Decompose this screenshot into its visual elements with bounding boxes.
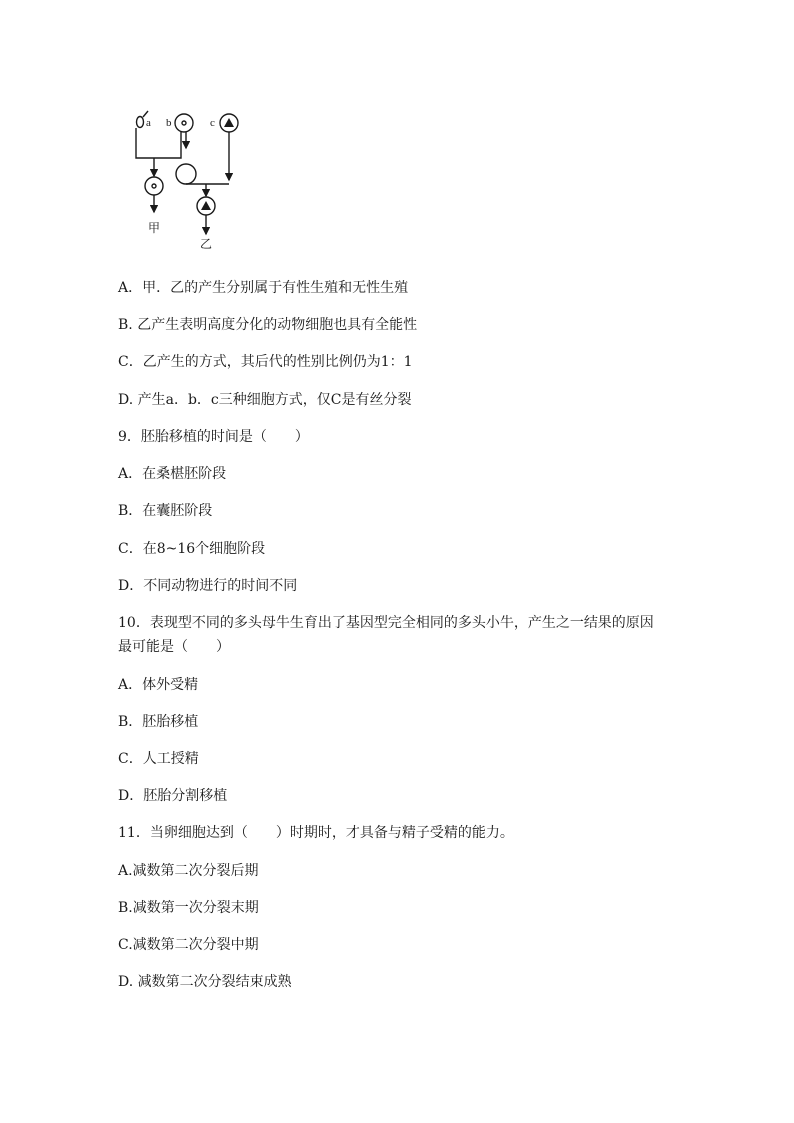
cell-b-nucleus: [182, 121, 186, 125]
sperm-a: [137, 117, 144, 128]
q11-option-a: A.减数第二次分裂后期: [118, 863, 259, 879]
label-yi: 乙: [200, 237, 213, 250]
q9-option-a: A．在桑椹胚阶段: [118, 466, 227, 482]
q11-option-b: B.减数第一次分裂末期: [118, 900, 259, 916]
label-a: a: [146, 117, 151, 129]
q8-option-a: A．甲．乙的产生分别属于有性生殖和无性生殖: [118, 280, 409, 296]
label-b: b: [166, 117, 172, 129]
q8-option-c: C．乙产生的方式，其后代的性别比例仍为1：1: [118, 354, 413, 370]
line-a: [136, 128, 154, 158]
q9-stem: 9．胚胎移植的时间是（ ）: [118, 429, 309, 445]
q9-option-b: B．在囊胚阶段: [118, 503, 213, 519]
line-b-left: [154, 132, 181, 158]
q9-option-c: C．在8~16个细胞阶段: [118, 541, 266, 557]
q10-stem-line1: 10．表现型不同的多头母牛生育出了基因型完全相同的多头小牛，产生之一结果的原因: [118, 615, 654, 631]
q10-option-d: D．胚胎分割移植: [118, 788, 228, 804]
cell-b: [175, 114, 193, 132]
q11-option-c: C.减数第二次分裂中期: [118, 937, 259, 953]
label-c: c: [210, 117, 215, 129]
q10-option-a: A．体外受精: [118, 677, 199, 693]
q10-option-c: C．人工授精: [118, 751, 199, 767]
q10-option-b: B．胚胎移植: [118, 714, 199, 730]
q8-option-d: D. 产生a．b．c三种细胞方式，仅C是有丝分裂: [118, 392, 412, 408]
q11-stem: 11．当卵细胞达到（ ）时期时，才具备与精子受精的能力。: [118, 825, 514, 841]
enucleated-egg: [176, 164, 196, 184]
q9-option-d: D．不同动物进行的时间不同: [118, 578, 298, 594]
reproduction-diagram: [126, 108, 242, 250]
q8-option-b: B. 乙产生表明高度分化的动物细胞也具有全能性: [118, 317, 418, 333]
zygote: [145, 177, 163, 195]
cell-c-triangle: [224, 118, 234, 127]
clone-cell-triangle: [201, 201, 211, 210]
q10-stem-line2: 最可能是（ ）: [118, 639, 230, 655]
zygote-nucleus: [152, 184, 156, 188]
label-jia: 甲: [148, 221, 161, 235]
q11-option-d: D. 减数第二次分裂结束成熟: [118, 974, 292, 990]
